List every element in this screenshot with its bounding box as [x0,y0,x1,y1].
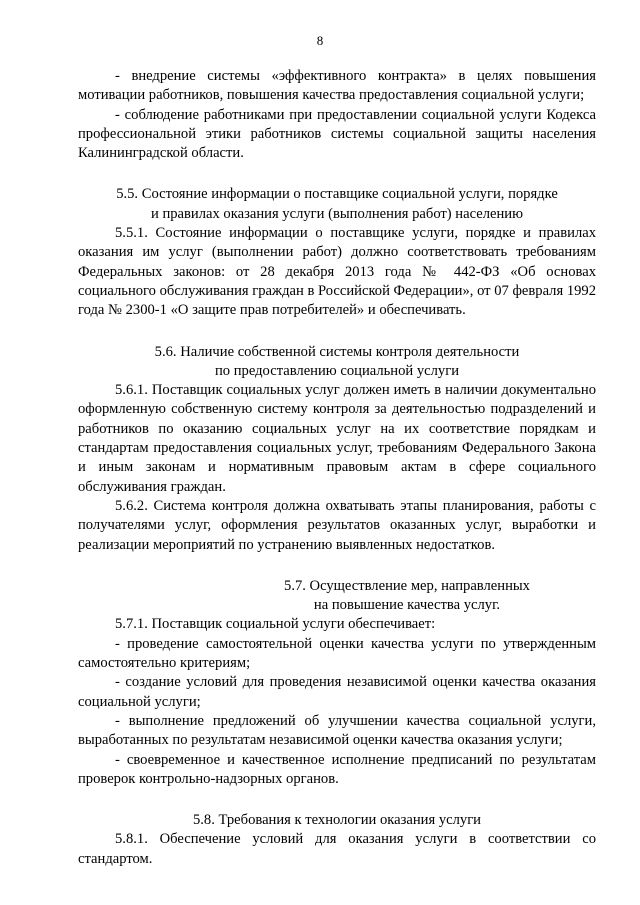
paragraph-ethics-code: - соблюдение работниками при предоставлении социальной услуги Кодекса профессиональной этики работников системы социальной защиты населения Калининградской области. [78,106,596,162]
section-heading-5-6 [78,343,596,382]
paragraph-effective-contract: - внедрение системы «эффективного контракта» в целях повышения мотивации работников, повышения качества предоставления социальной услуги; [78,68,596,104]
paragraph-improvement-proposals: - выполнение предложений об улучшении качества социальной услуги, выработанных по результатам независимой оценки качества оказания услуги; [78,712,596,749]
paragraph-inspection-orders: - своевременное и качественное исполнение предписаний по результатам проверок контрольно-надзорных органов. [78,751,596,787]
section-heading-5-8 [78,811,596,830]
section-heading-5-7 [78,577,596,616]
section-heading-line: 5.6. Наличие собственной системы контроля деятельности [154,343,520,360]
section-heading-line: на повышение качества услуг. [313,597,501,614]
section-heading-line: 5.8. Требования к технологии оказания услуги [192,812,481,829]
paragraph-5-8-1: 5.8.1. Обеспечение условий для оказания услуги в соответствии со стандартом. [78,831,596,867]
section-heading-line: и правилах оказания услуги (выполнения работ) населению [150,205,524,222]
paragraph-5-7-1: 5.7.1. Поставщик социальной услуги обеспечивает: [115,616,436,633]
page-number: 8 [316,33,324,48]
paragraph-self-assessment: - проведение самостоятельной оценки качества услуги по утвержденным самостоятельно критериям; [78,635,596,672]
section-heading-line: 5.5. Состояние информации о поставщике социальной услуги, порядке [116,186,558,203]
section-heading-5-5 [78,185,596,224]
paragraph-5-5-1: 5.5.1. Состояние информации о поставщике услуги, порядке и правилах оказания им услуг (выполнении работ) должно соответствовать требованиям Федеральных законов: от 28 декабря 2013 года № 442-ФЗ «Об основах социального обслуживания граждан в Российской Федерации», от 07 февраля 1992 года № 2300-1 «О защите прав потребителей» и обеспечивать. [78,225,597,319]
paragraph-independent-assessment: - создание условий для проведения независимой оценки качества оказания социальной услуги; [78,674,596,710]
section-heading-line: по предоставлению социальной услуги [214,362,460,379]
paragraph-5-6-1: 5.6.1. Поставщик социальных услуг должен иметь в наличии документально оформленную собственную систему контроля за деятельностью подразделений и работников по оказанию социальных услуг на их соответствие порядкам и стандартам предоставления социальных услуг, требованиям Федерального Закона и иным законам и нормативным правовым актам в сфере социального обслуживания граждан. [78,382,596,495]
document-body [78,67,596,869]
section-heading-line: 5.7. Осуществление мер, направленных [284,577,530,594]
paragraph-5-6-2: 5.6.2. Система контроля должна охватывать этапы планирования, работы с получателями услуг, оформления результатов оказанных услуг, выработки и реализации мероприятий по устранению выявленных недостатков. [78,497,596,553]
